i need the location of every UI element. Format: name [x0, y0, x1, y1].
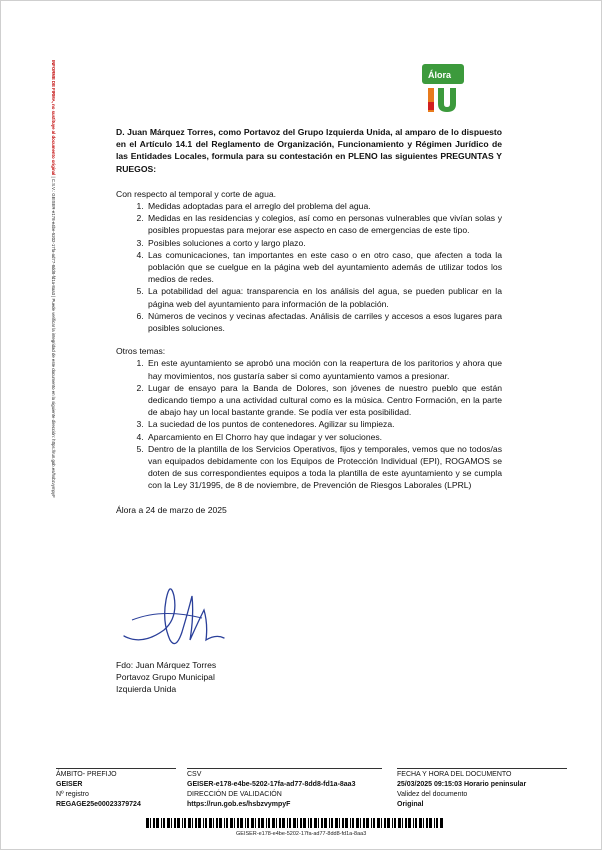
barcode-bar — [356, 818, 359, 828]
barcode-bar — [413, 818, 414, 828]
barcode-bar — [419, 818, 422, 828]
document-body — [116, 126, 502, 516]
barcode-bar — [381, 818, 382, 828]
barcode-bar — [266, 818, 267, 828]
list-item: 4. Aparcamiento en El Chorro hay que indagar y ver soluciones. — [146, 431, 502, 443]
list-item: 1. Medidas adoptadas para el arreglo del problema del agua. — [146, 200, 502, 212]
barcode-bar — [182, 818, 183, 828]
barcode-bar — [345, 818, 348, 828]
validation-link[interactable]: https://run.gob.es/hsbzvympyF — [187, 801, 291, 808]
barcode-bar — [335, 818, 338, 828]
barcode-bar — [216, 818, 218, 828]
barcode-bar — [261, 818, 264, 828]
barcode-bar — [255, 818, 256, 828]
logo-u — [438, 88, 456, 112]
section1-intro: Con respecto al temporal y corte de agua. — [116, 188, 277, 199]
barcode-bar — [360, 818, 361, 828]
barcode-bar — [440, 818, 443, 828]
footer-col-ambito: ÁMBITO- PREFIJO GEISER Nº registro REGAGE25e00023379724 — [56, 768, 176, 810]
barcode-bar — [394, 818, 396, 828]
logo-text: Álora — [428, 70, 452, 80]
barcode-bar — [398, 818, 401, 828]
barcode-bar — [282, 818, 285, 828]
barcode-bar — [213, 818, 214, 828]
barcode-bar — [408, 818, 411, 828]
list-item: 2. Medidas en las residencias y colegios, así como en personas vulnerables que vivían solas y posibles propuestas para mejorar ese aspecto en caso de emergencias de este tipo. — [146, 212, 502, 236]
barcode-bar — [318, 818, 319, 828]
iu-alora-logo — [420, 62, 468, 116]
section1-list — [116, 200, 502, 334]
footer-col-csv: CSV GEISER-e178-e4be-5202-17fa-ad77-8dd8-fd1a-8aa3 DIRECCIÓN DE VALIDACIÓN https://run.gob.es/hsbzvympyF — [187, 768, 382, 810]
header-paragraph: D. Juan Márquez Torres, como Portavoz del Grupo Izquierda Unida, al amparo de lo dispuesto en el Artículo 14.1 del Reglamento de Organización, Funcionamiento y Régimen Jurídico de las Entidades Locales, formula para su contestación en PLENO las siguientes PREGUNTAS Y RUEGOS: — [116, 127, 502, 174]
barcode-bar — [276, 818, 277, 828]
barcode-bar — [363, 818, 365, 828]
barcode-bar — [314, 818, 317, 828]
barcode-bar — [203, 818, 204, 828]
section2-intro: Otros temas: — [116, 346, 166, 357]
barcode-bar — [423, 818, 424, 828]
barcode-bar — [324, 818, 327, 828]
barcode-bar — [226, 818, 228, 828]
barcode-bar — [289, 818, 291, 828]
barcode-bar — [272, 818, 275, 828]
barcode-bar — [153, 818, 155, 828]
list-item: 6. Números de vecinos y vecinas afectadas. Análisis de carriles y accesos a esos lugares para posibles soluciones. — [146, 310, 502, 334]
barcode-bar — [293, 818, 296, 828]
side-verification-note — [46, 60, 58, 620]
barcode-bar — [161, 818, 162, 828]
list-item: 4. Las comunicaciones, tan importantes en este caso o en otro caso, que afecten a toda la población que se cuelgue en la página web del ayuntamiento además de utilizar todos los medios de redes. — [146, 249, 502, 286]
barcode-bar — [377, 818, 380, 828]
barcode-bar — [429, 818, 432, 828]
barcode-bar — [234, 818, 235, 828]
barcode-bar — [287, 818, 288, 828]
barcode-bar — [387, 818, 390, 828]
barcode-bar — [303, 818, 306, 828]
side-note-text — [50, 60, 56, 498]
barcode-bar — [245, 818, 246, 828]
barcode-bar — [150, 818, 151, 828]
barcode-bar — [174, 818, 176, 828]
barcode-bar — [405, 818, 407, 828]
barcode-bar — [198, 818, 201, 828]
barcode-bar — [373, 818, 375, 828]
barcode-bar — [163, 818, 165, 828]
barcode-bar — [321, 818, 323, 828]
side-note-rest: | C.S.V.: GEISER-e178-e4be-5202-17fa-ad77-8dd8-fd1a-8aa3 | Puede verificar la integridad de este documento en la siguiente dirección: https://run.gob.es/hsbzvympyF — [51, 175, 56, 498]
barcode-bar — [188, 818, 191, 828]
barcode-bar — [339, 818, 340, 828]
barcode-text: GEISER-e178-e4be-5202-17fa-ad77-8dd8-fd1a-8aa3 — [236, 831, 367, 837]
logo-i-base — [428, 102, 434, 110]
barcode-bar — [279, 818, 281, 828]
barcode-bar — [219, 818, 222, 828]
barcode-bar — [195, 818, 197, 828]
barcode-bar — [237, 818, 239, 828]
barcode-bar — [209, 818, 212, 828]
barcode-bar — [224, 818, 225, 828]
barcode-bar — [366, 818, 369, 828]
barcode-bar — [350, 818, 351, 828]
barcode-bar — [156, 818, 159, 828]
barcode-bar — [184, 818, 186, 828]
signer-party: Izquierda Unida — [116, 684, 177, 695]
barcode-bar — [352, 818, 354, 828]
barcode-bar — [402, 818, 403, 828]
barcode-bar — [426, 818, 428, 828]
side-note-red: INFORME DE FIRMA, no sustituye al documento original — [51, 60, 56, 176]
barcode-bar — [177, 818, 180, 828]
barcode — [146, 818, 446, 829]
list-item: 5. Dentro de la plantilla de los Servicios Operativos, fijos y temporales, vemos que no todos/as van equipados debidamente con los Equipos de Protección Individual (EPI), ROGAMOS se doten de sus correspondientes equipos a toda la plantilla de este ayuntamiento y se cumpla con la Ley 31/1995, de 8 de noviembre, de Prevención de Riesgos Laborales (LPRL) — [146, 443, 502, 492]
barcode-bar — [300, 818, 302, 828]
list-item: 3. La suciedad de los puntos de contenedores. Agilizar su limpieza. — [146, 418, 502, 430]
date-line: Álora a 24 de marzo de 2025 — [116, 504, 227, 515]
barcode-bar — [308, 818, 309, 828]
barcode-bar — [436, 818, 438, 828]
barcode-bar — [230, 818, 233, 828]
barcode-bar — [331, 818, 333, 828]
barcode-bar — [247, 818, 249, 828]
barcode-bar — [167, 818, 170, 828]
list-item: 1. En este ayuntamiento se aprobó una moción con la reapertura de los paritorios y ahora que hay movimientos, nos gustaría saber si como ayuntamiento vamos a presionar. — [146, 357, 502, 381]
list-item: 2. Lugar de ensayo para la Banda de Dolores, son jóvenes de nuestro pueblo que están dedicando tiempo a una actividad cultural como es la música. Centro Formación, en la parte de abajo hay un local bastante grande. Se podía ver esta posibilidad. — [146, 382, 502, 419]
barcode-bar — [415, 818, 417, 828]
barcode-bar — [342, 818, 344, 828]
barcode-bar — [434, 818, 435, 828]
signer-name: Fdo: Juan Márquez Torres — [116, 660, 217, 670]
barcode-bar — [146, 818, 149, 828]
document-footer — [56, 768, 576, 838]
barcode-bar — [192, 818, 193, 828]
barcode-bar — [371, 818, 372, 828]
barcode-bar — [384, 818, 386, 828]
signature-block — [116, 659, 216, 696]
barcode-bar — [258, 818, 260, 828]
barcode-bar — [310, 818, 312, 828]
barcode-bar — [171, 818, 172, 828]
list-item: 5. La potabilidad del agua: transparencia en los análisis del agua, se pueden publicar en la página web del ayuntamiento para información de la población. — [146, 285, 502, 309]
signer-role: Portavoz Grupo Municipal — [116, 672, 215, 683]
barcode-bar — [240, 818, 243, 828]
barcode-bar — [251, 818, 254, 828]
barcode-bar — [392, 818, 393, 828]
barcode-bar — [205, 818, 207, 828]
footer-col-fecha: FECHA Y HORA DEL DOCUMENTO 25/03/2025 09:15:03 Horario peninsular Validez del documento Original — [397, 768, 567, 810]
barcode-bar — [297, 818, 298, 828]
handwritten-signature — [118, 576, 228, 652]
barcode-bar — [329, 818, 330, 828]
barcode-bar — [268, 818, 270, 828]
list-item: 3. Posibles soluciones a corto y largo plazo. — [146, 237, 502, 249]
section2-list — [116, 357, 502, 491]
